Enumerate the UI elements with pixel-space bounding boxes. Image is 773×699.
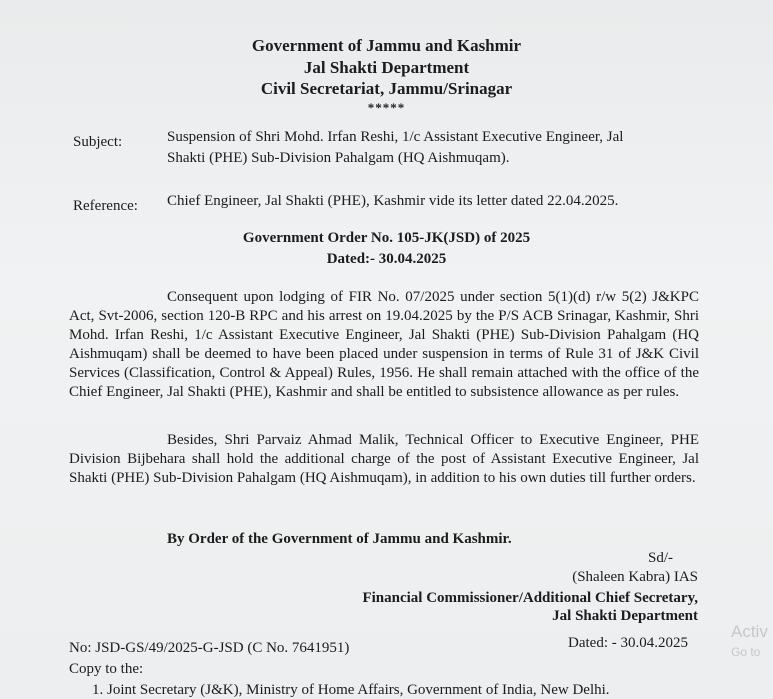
order-dated: Dated:- 30.04.2025 [326, 251, 447, 267]
header-stars: ***** [367, 100, 406, 115]
by-order-line: By Order of the Government of Jammu and Kashmir. [167, 531, 512, 547]
paragraph-suspension: Consequent upon lodging of FIR No. 07/2025 under section 5(1)(d) r/w 5(2) J&KPC Act, Svt-2006, section 120-B RPC and his arrest on 19.04.2025 by the P/S ACB Srinagar, Kashmir, Shri Mohd. Irfan Reshi, 1/c Assistant Executive Engineer, Jal Shakti (PHE) Sub-Division Pahalgam (HQ Aishmuqam) shall be deemed to have been placed under suspension in terms of Rule 31 of J&K Civil Services (Classification, Control & Appeal) Rules, 1956. He shall remain attached with the office of the Chief Engineer, Jal Shakti (PHE), Kashmir and shall be entitled to subsistence allowance as per rules. [69, 289, 699, 400]
subject-line-2: Shakti (PHE) Sub-Division Pahalgam (HQ Aishmuqam). [167, 150, 510, 166]
copy-to-label: Copy to the: [69, 661, 144, 677]
reference-number: No: JSD-GS/49/2025-G-JSD (C No. 7641951) [69, 640, 350, 656]
subject-line-1: Suspension of Shri Mohd. Irfan Reshi, 1/c Assistant Executive Engineer, Jal [167, 129, 624, 145]
header-department: Jal Shakti Department [303, 58, 470, 77]
signatory-department: Jal Shakti Department [552, 608, 698, 624]
header-secretariat: Civil Secretariat, Jammu/Srinagar [260, 79, 513, 98]
signature-sd: Sd/- [647, 550, 673, 566]
footer-dated: Dated: - 30.04.2025 [568, 635, 688, 651]
copy-recipient-1: 1. Joint Secretary (J&K), Ministry of Home Affairs, Government of India, New Delhi. [92, 682, 610, 698]
activation-watermark: Activ Go to [731, 622, 768, 659]
header-government: Government of Jammu and Kashmir [251, 36, 522, 55]
reference-text: Chief Engineer, Jal Shakti (PHE), Kashmir vide its letter dated 22.04.2025. [167, 193, 619, 209]
reference-label: Reference: [73, 198, 138, 214]
signatory-name: (Shaleen Kabra) IAS [572, 569, 698, 585]
paragraph-additional-charge: Besides, Shri Parvaiz Ahmad Malik, Technical Officer to Executive Engineer, PHE Division Bijbehara shall hold the additional charge of the post of Assistant Executive Engineer, Jal Shakti (PHE) Sub-Division Pahalgam (HQ Aishmuqam), in addition to his own duties till further orders. [69, 432, 699, 486]
signatory-designation: Financial Commissioner/Additional Chief Secretary, [362, 590, 698, 606]
subject-label: Subject: [73, 134, 123, 150]
order-title: Government Order No. 105-JK(JSD) of 2025 [242, 230, 531, 246]
